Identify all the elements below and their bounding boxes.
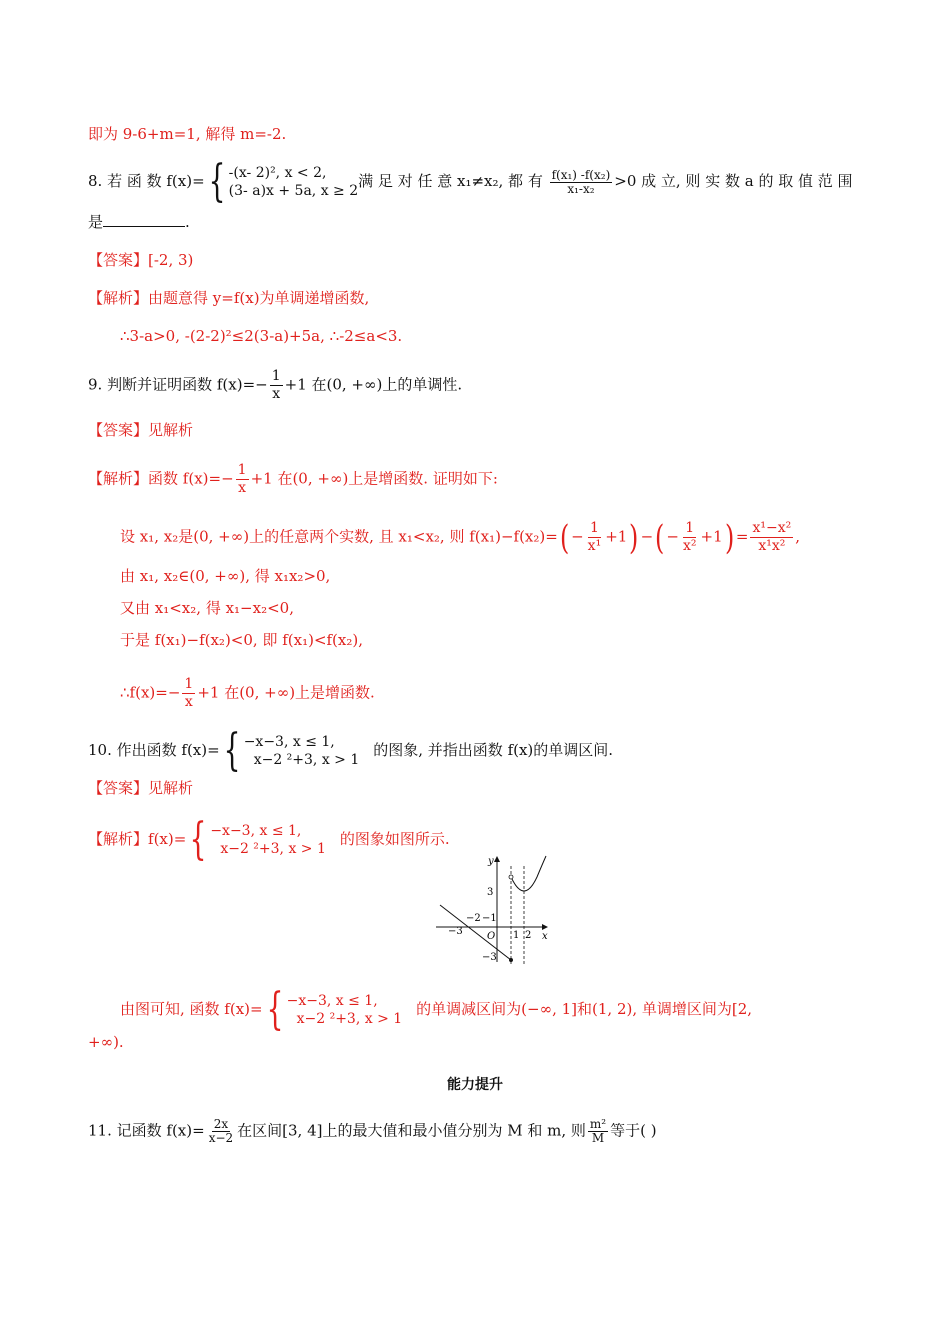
tick-label-2: 2 [525, 930, 532, 941]
conclusion-10: 由图可知, 函数 f(x)={ −x−3, x ≤ 1, x−2 ²+3, x > 1的单调减区间为(−∞, 1]和(1, 2), 单调增区间为[2, [120, 984, 753, 1035]
explanation-10: 【解析】f(x)={ −x−3, x ≤ 1, x−2 ²+3, x > 1的图象如图所示. [88, 814, 450, 865]
explanation-8-line2: ∴3-a>0, -(2-2)²≤2(3-a)+5a, ∴-2≤a<3. [120, 327, 403, 345]
answer-blank [103, 212, 185, 227]
closed-endpoint [509, 958, 513, 962]
x-label: x [542, 931, 548, 942]
brace: { [223, 725, 241, 776]
answer-continuation: 即为 9-6+m=1, 解得 m=-2. [88, 125, 287, 143]
open-endpoint [509, 875, 513, 879]
answer-10: 【答案】见解析 [88, 779, 194, 797]
answer-8: 【答案】[-2, 3) [88, 251, 194, 269]
y-axis-arrow [494, 856, 500, 862]
parabola-segment [511, 856, 546, 891]
tick-label-3: 3 [487, 887, 494, 898]
question-8: 8. 若 函 数 f(x)={ -(x- 2)², x < 2, (3- a)x + 5a, x ≥ 2满 足 对 任 意 x₁≠x₂, 都 有 $\frac{\text{f(x₁) -f(x₂)}}{\text{x₁-x₂}}$ >0 成 立, 则 实 数 a 的 取 值 范 围 [88, 156, 853, 207]
origin-label: O [487, 931, 496, 942]
question-9: 9. 判断并证明函数 f(x)=− $\frac{1}{x}$ +1 在(0, +∞)上的单调性. [88, 368, 463, 402]
fraction: $\frac{1}{x}$ [184, 676, 194, 710]
explanation-9-line1: 设 x₁, x₂是(0, +∞)上的任意两个实数, 且 x₁<x₂, 则 f(x₁)−f(x₂)=( − $\frac{1}{\text{x¹}}$ +1) −( − $\frac{1}{\text{x²}}$ +1) = $\frac{\text{x¹−x²}}{\text{x¹x²}}$ , [120, 517, 801, 558]
explanation-9-line4: 于是 f(x₁)−f(x₂)<0, 即 f(x₁)<f(x₂), [120, 631, 364, 649]
fraction: $\frac{\text{m²}}{M}$ [589, 1117, 607, 1145]
fraction: $\frac{1}{x}$ [237, 462, 247, 496]
tick-label-1: 1 [513, 930, 520, 941]
question-11: 11. 记函数 f(x)= $\frac{2x}{x-2}$ 在区间[3, 4]上的最大值和最小值分别为 M 和 m, 则 $\frac{\text{m²}}{M}$ 等于( ) [88, 1117, 657, 1145]
y-label: y [488, 856, 494, 867]
fraction: $\frac{1}{\text{x²}}$ [683, 520, 697, 554]
explanation-9: 【解析】函数 f(x)=− $\frac{1}{x}$ +1 在(0, +∞)上是增函数. 证明如下: [88, 462, 498, 496]
explanation-9-line3: 又由 x₁<x₂, 得 x₁−x₂<0, [120, 599, 294, 617]
conclusion-10-line2: +∞). [88, 1033, 124, 1051]
x-axis-arrow [542, 924, 548, 930]
fraction: $\frac{\text{x¹−x²}}{\text{x¹x²}}$ [752, 520, 792, 554]
explanation-9-line5: ∴f(x)=− $\frac{1}{x}$ +1 在(0, +∞)上是增函数. [120, 676, 375, 710]
question-8-line2: 是 . [88, 213, 190, 231]
answer-9: 【答案】见解析 [88, 421, 194, 439]
fraction: $\frac{\text{f(x₁) -f(x₂)}}{\text{x₁-x₂}}$ [551, 167, 611, 196]
question-10: 10. 作出函数 f(x)={ −x−3, x ≤ 1, x−2 ²+3, x > 1的图象, 并指出函数 f(x)的单调区间. [88, 725, 614, 776]
fraction: $\frac{2x}{x-2}$ [208, 1117, 234, 1145]
piecewise-cases: -(x- 2)², x < 2, (3- a)x + 5a, x ≥ 2 [228, 165, 359, 199]
piecewise-cases: −x−3, x ≤ 1, x−2 ²+3, x > 1 [210, 823, 326, 857]
brace: { [189, 814, 207, 865]
explanation-8: 【解析】由题意得 y=f(x)为单调递增函数, [88, 289, 370, 307]
function-graph [430, 852, 555, 970]
fraction: $\frac{1}{x}$ [271, 368, 281, 402]
piecewise-cases: −x−3, x ≤ 1, x−2 ²+3, x > 1 [286, 993, 403, 1027]
brace: { [266, 984, 283, 1035]
fraction: $\frac{1}{\text{x¹}}$ [587, 520, 602, 554]
section-heading: 能力提升 [447, 1077, 503, 1093]
piecewise-cases: −x−3, x ≤ 1, x−2 ²+3, x > 1 [243, 734, 360, 768]
tick-label-neg3-x: −3 [448, 926, 463, 937]
explanation-9-line2: 由 x₁, x₂∈(0, +∞), 得 x₁x₂>0, [120, 567, 331, 585]
tick-label-neg3-y: −3 [482, 952, 497, 963]
brace: { [208, 156, 226, 207]
tick-label-neg1: −1 [482, 913, 497, 924]
tick-label-neg2: −2 [466, 913, 481, 924]
